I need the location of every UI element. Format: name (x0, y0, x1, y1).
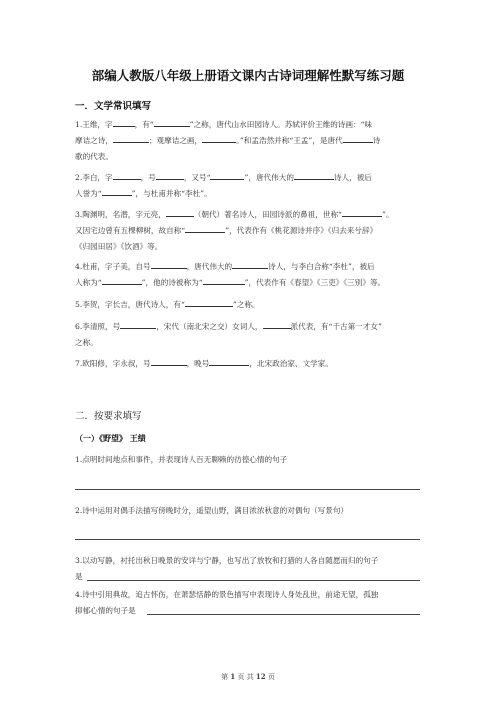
question-1: 1.王维，字 ，有“ ”之称，唐代山水田园诗人。苏轼评价王维的诗画：“味 摩诘之诗， ；观摩诘之画， 。”和孟浩然并称“王孟”，是唐代 诗 歌的代表。 (75, 117, 420, 165)
blank[interactable] (113, 133, 149, 143)
section-heading-fill: 二．按要求填写 (75, 411, 142, 422)
page-number: 1 (230, 672, 236, 681)
blank[interactable] (154, 117, 190, 127)
blank[interactable] (120, 319, 156, 329)
fill-question-2: 2.诗中运用对偶手法描写傍晚时分，遥望山野，满目浓浓秋意的对偶句（写景句） (75, 506, 349, 515)
question-7: 7.欧阳修，字永叔，号 ，晚号 ，北宋政治家、文学家。 (75, 356, 420, 372)
answer-line[interactable] (147, 614, 420, 615)
subsection-title-yewang: （一）《野望》 王绩 (75, 434, 146, 443)
blank[interactable] (263, 319, 291, 329)
blank[interactable] (343, 133, 373, 143)
blank[interactable] (102, 186, 132, 196)
document-title: 部编人教版八年级上册语文课内古诗词理解性默写练习题 (91, 68, 405, 83)
fill-question-3: 3.以动写静，衬托出秋日晚景的安详与宁静，也写出了放牧和打猎的人各自随愿而归的句子 是 (75, 556, 379, 581)
blank[interactable] (113, 170, 141, 180)
section-heading-literature: 一．文学常识填写 (75, 101, 152, 112)
blank[interactable] (342, 207, 382, 217)
blank[interactable] (232, 259, 268, 269)
blank[interactable] (210, 170, 244, 180)
blank[interactable] (156, 170, 184, 180)
question-2: 2.李白，字 ，号 ，又号“ ”，唐代伟大的 诗人，被后 人誉为“ ”，与杜甫并称“李杜”。 (75, 170, 420, 202)
blank[interactable] (102, 275, 142, 285)
question-5: 5.李贺，字长吉，唐代诗人，有“ ”之称。 (75, 297, 420, 313)
fill-question-4: 4.诗中引用典故，追古怀伤，在萧瑟恬静的景色描写中表现诗人身处乱世，前途无望，孤独 抑郁心情的句子是 (75, 590, 379, 615)
answer-line[interactable] (75, 489, 420, 490)
question-3: 3.陶渊明，名潜，字元亮， （朝代）著名诗人，田园诗派的鼻祖，世称“ ”。 又因宅边曾有五棵柳树，故自称“ ”，代表作有《桃花源诗并序》《归去来兮辞》 《归园田居》《饮酒》等。 (75, 207, 420, 255)
blank[interactable] (294, 170, 334, 180)
blank[interactable] (202, 133, 236, 143)
page-footer: 第 1 页 共 12 页 (221, 672, 275, 681)
blank[interactable] (151, 356, 187, 366)
blank[interactable] (151, 259, 187, 269)
answer-line[interactable] (75, 539, 420, 540)
question-6: 6.李清照，号 ，宋代（南北宋之交）女词人， 派代表，有“千古第一才女” 之称。 (75, 319, 420, 351)
blank[interactable] (185, 223, 225, 233)
question-4: 4.杜甫，字子美，自号 ，唐代伟大的 诗人，与李白合称“李杜”，被后 人称为“ ”，他的诗被称为“ ”，代表作有《春望》《三吏》《三别》等。 (75, 259, 420, 291)
page-total: 12 (255, 672, 266, 681)
blank[interactable] (185, 297, 233, 307)
blank[interactable] (166, 207, 194, 217)
blank[interactable] (113, 117, 135, 127)
fill-question-1: 1.点明时间地点和事件，并表现诗人百无聊赖的彷徨心情的句子 (75, 455, 288, 464)
blank[interactable] (203, 275, 245, 285)
blank[interactable] (209, 356, 249, 366)
answer-line[interactable] (87, 580, 420, 581)
